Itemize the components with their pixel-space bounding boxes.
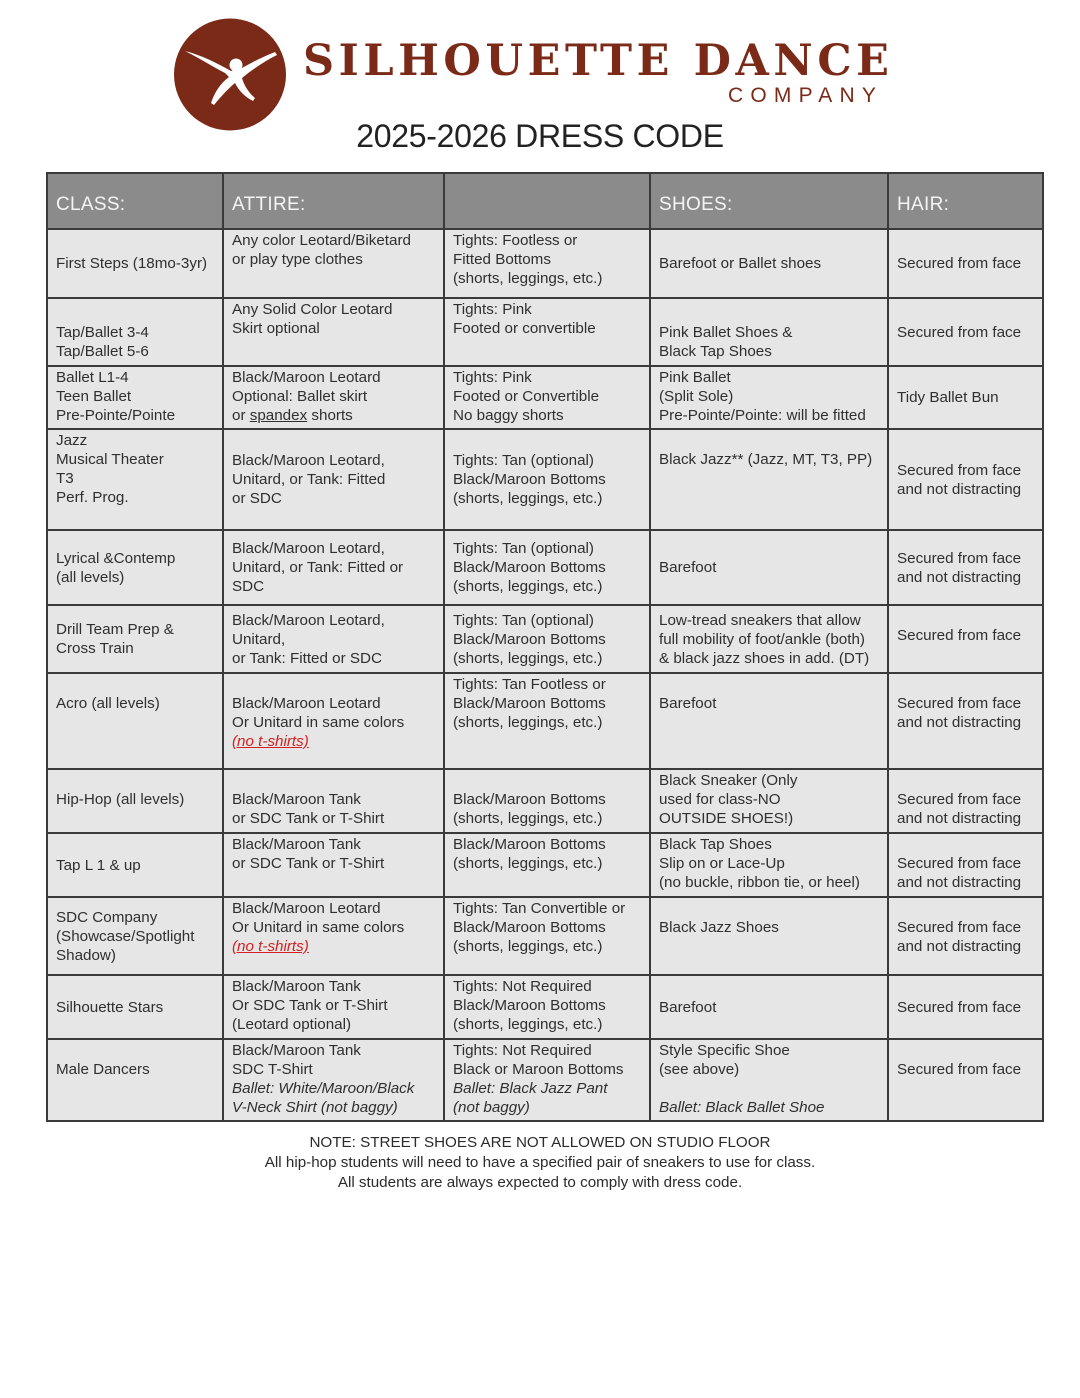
shoes-cell: Low-tread sneakers that allow full mobility of foot/ankle (both) & black jazz shoes in add. (DT) (650, 605, 888, 673)
header-shoes: SHOES: (650, 173, 888, 229)
header-hair: HAIR: (888, 173, 1043, 229)
attire-cell: Black/Maroon Leotard, Unitard, or Tank: Fitted or SDC (223, 530, 444, 605)
class-cell: Drill Team Prep & Cross Train (47, 605, 223, 673)
class-cell: Male Dancers (47, 1039, 223, 1121)
attire-cell: Black/Maroon Tank or SDC Tank or T-Shirt (223, 769, 444, 833)
tights-cell: Black/Maroon Bottoms (shorts, leggings, etc.) (444, 769, 650, 833)
hair-cell: Secured from face (888, 1039, 1043, 1121)
table-row (47, 833, 1043, 897)
hair-cell: Secured from face (888, 229, 1043, 298)
class-cell: Acro (all levels) (47, 673, 223, 769)
shoes-cell: Black Jazz** (Jazz, MT, T3, PP) (650, 429, 888, 530)
hair-cell: Tidy Ballet Bun (888, 366, 1043, 429)
shoes-cell: Barefoot (650, 530, 888, 605)
hair-cell: Secured from face (888, 298, 1043, 366)
table-row (47, 429, 1043, 530)
tights-cell: Black/Maroon Bottoms (shorts, leggings, etc.) (444, 833, 650, 897)
table-row (47, 975, 1043, 1039)
hair-cell: Secured from face (888, 605, 1043, 673)
dancer-logo-icon (167, 17, 293, 132)
table-row (47, 605, 1043, 673)
class-cell: Tap/Ballet 3-4 Tap/Ballet 5-6 (47, 298, 223, 366)
class-cell: SDC Company (Showcase/Spotlight Shadow) (47, 897, 223, 975)
note-street-shoes: NOTE: STREET SHOES ARE NOT ALLOWED ON STUDIO FLOOR (309, 1134, 771, 1151)
hair-cell: Secured from face and not distracting (888, 429, 1043, 530)
table-row (47, 769, 1043, 833)
table-row (47, 530, 1043, 605)
tights-cell: Tights: Tan (optional) Black/Maroon Bottoms (shorts, leggings, etc.) (444, 530, 650, 605)
hair-cell: Secured from face and not distracting (888, 897, 1043, 975)
attire-cell: Black/Maroon Tank Or SDC Tank or T-Shirt (Leotard optional) (223, 975, 444, 1039)
page-header (0, 0, 1080, 165)
table-row (47, 673, 1043, 769)
attire-cell: Black/Maroon Leotard, Unitard, or Tank: Fitted or SDC (223, 605, 444, 673)
tights-cell: Tights: Pink Footed or Convertible No baggy shorts (444, 366, 650, 429)
shoes-cell: Black Sneaker (Only used for class-NO OUTSIDE SHOES!) (650, 769, 888, 833)
hair-cell: Secured from face and not distracting (888, 769, 1043, 833)
class-cell: Ballet L1-4 Teen Ballet Pre-Pointe/Pointe (47, 366, 223, 429)
attire-cell: Black/Maroon Tank SDC T-Shirt Ballet: White/Maroon/Black V-Neck Shirt (not baggy) (223, 1039, 444, 1121)
shoes-cell: Pink Ballet Shoes & Black Tap Shoes (650, 298, 888, 366)
footer-notes (0, 1133, 1080, 1193)
shoes-cell: Black Jazz Shoes (650, 897, 888, 975)
shoes-cell: Barefoot (650, 673, 888, 769)
tights-cell: Tights: Tan (optional) Black/Maroon Bottoms (shorts, leggings, etc.) (444, 429, 650, 530)
hair-cell: Secured from face (888, 975, 1043, 1039)
attire-cell: Black/Maroon Leotard Or Unitard in same colors (no t-shirts) (223, 897, 444, 975)
class-cell: First Steps (18mo-3yr) (47, 229, 223, 298)
hair-cell: Secured from face and not distracting (888, 673, 1043, 769)
document-title: 2025-2026 DRESS CODE (356, 118, 724, 154)
tights-cell: Tights: Tan (optional) Black/Maroon Bottoms (shorts, leggings, etc.) (444, 605, 650, 673)
class-cell: Lyrical &Contemp (all levels) (47, 530, 223, 605)
note-comply: All students are always expected to comply with dress code. (337, 1174, 743, 1191)
table-row (47, 229, 1043, 298)
tights-cell: Tights: Pink Footed or convertible (444, 298, 650, 366)
shoes-cell: Barefoot or Ballet shoes (650, 229, 888, 298)
tights-cell: Tights: Footless or Fitted Bottoms (shorts, leggings, etc.) (444, 229, 650, 298)
shoes-cell: Pink Ballet (Split Sole) Pre-Pointe/Pointe: will be fitted (650, 366, 888, 429)
attire-cell: Black/Maroon Leotard Optional: Ballet skirt or spandex shorts (223, 366, 444, 429)
class-cell: Jazz Musical Theater T3 Perf. Prog. (47, 429, 223, 530)
shoes-cell: Style Specific Shoe (see above) Ballet: Black Ballet Shoe (650, 1039, 888, 1121)
attire-cell: Black/Maroon Tank or SDC Tank or T-Shirt (223, 833, 444, 897)
attire-cell: Any Solid Color Leotard Skirt optional (223, 298, 444, 366)
header-class: CLASS: (47, 173, 223, 229)
attire-cell: Any color Leotard/Biketard or play type clothes (223, 229, 444, 298)
tights-cell: Tights: Not Required Black or Maroon Bottoms Ballet: Black Jazz Pant (not baggy) (444, 1039, 650, 1121)
header-tights (444, 173, 650, 229)
class-cell: Silhouette Stars (47, 975, 223, 1039)
shoes-cell: Black Tap Shoes Slip on or Lace-Up (no buckle, ribbon tie, or heel) (650, 833, 888, 897)
class-cell: Hip-Hop (all levels) (47, 769, 223, 833)
table-header-row (47, 173, 1043, 229)
class-cell: Tap L 1 & up (47, 833, 223, 897)
brand-subtitle: COMPANY (728, 84, 884, 107)
shoes-cell: Barefoot (650, 975, 888, 1039)
attire-cell: Black/Maroon Leotard Or Unitard in same colors (no t-shirts) (223, 673, 444, 769)
tights-cell: Tights: Tan Footless or Black/Maroon Bottoms (shorts, leggings, etc.) (444, 673, 650, 769)
table-row (47, 366, 1043, 429)
note-hip-hop-sneakers: All hip-hop students will need to have a specified pair of sneakers to use for class. (264, 1154, 816, 1171)
hair-cell: Secured from face and not distracting (888, 833, 1043, 897)
tights-cell: Tights: Not Required Black/Maroon Bottoms (shorts, leggings, etc.) (444, 975, 650, 1039)
table-row (47, 298, 1043, 366)
hair-cell: Secured from face and not distracting (888, 530, 1043, 605)
dress-code-table (46, 172, 1044, 1122)
attire-cell: Black/Maroon Leotard, Unitard, or Tank: Fitted or SDC (223, 429, 444, 530)
header-attire: ATTIRE: (223, 173, 444, 229)
table-row (47, 897, 1043, 975)
tights-cell: Tights: Tan Convertible or Black/Maroon Bottoms (shorts, leggings, etc.) (444, 897, 650, 975)
table-row (47, 1039, 1043, 1121)
brand-name: SILHOUETTE DANCE (303, 36, 894, 86)
